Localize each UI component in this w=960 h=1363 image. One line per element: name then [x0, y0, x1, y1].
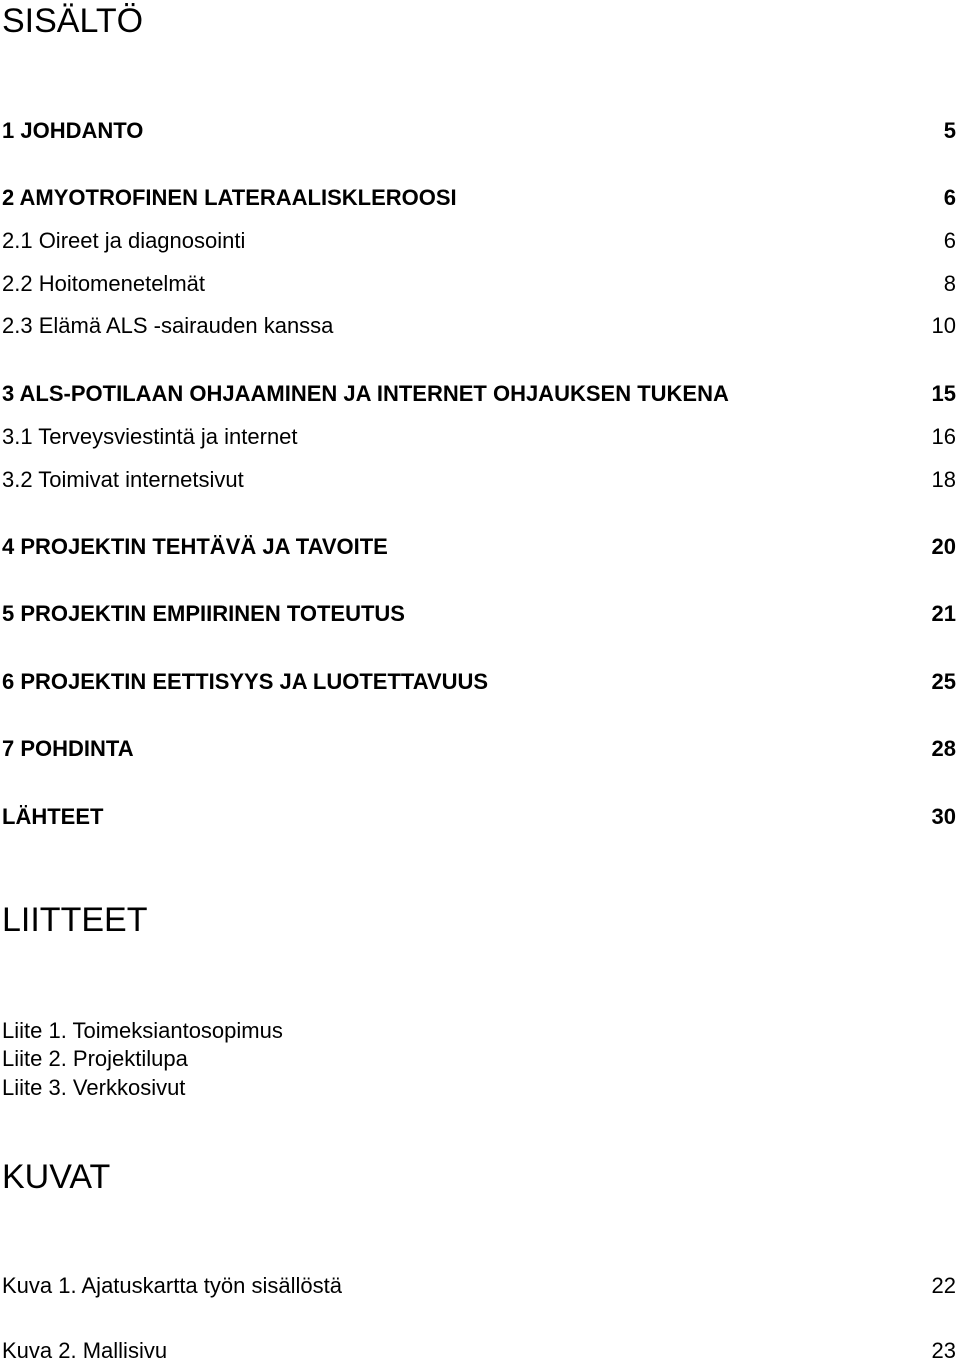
toc-entry-toteutus[interactable] [2, 603, 956, 625]
toc-entry-page: 18 [931, 467, 956, 492]
toc-entry-page: 15 [931, 381, 956, 406]
toc-entry-label: 2.3 Elämä ALS -sairauden kanssa [2, 313, 334, 338]
toc-entry-label: 5 PROJEKTIN EMPIIRINEN TOTEUTUS [2, 601, 405, 626]
toc-entry-lahteet[interactable] [2, 806, 956, 828]
toc-entry-ohjaaminen[interactable] [2, 383, 956, 405]
toc-entry-terveysviestinta[interactable] [2, 426, 956, 448]
figure-entry-1[interactable] [2, 1275, 956, 1297]
toc-title: SISÄLTÖ [2, 2, 144, 40]
toc-entry-page: 28 [931, 736, 956, 761]
figure-entry-label: Kuva 1. Ajatuskartta työn sisällöstä [2, 1273, 342, 1298]
toc-entry-johdanto[interactable] [2, 120, 956, 142]
appendix-item: Liite 1. Toimeksiantosopimus [2, 1018, 283, 1043]
appendices-title: LIITTEET [2, 901, 148, 939]
toc-entry-page: 16 [931, 424, 956, 449]
toc-entry-als[interactable] [2, 187, 956, 209]
toc-entry-label: 1 JOHDANTO [2, 118, 144, 143]
figures-title: KUVAT [2, 1158, 111, 1196]
toc-entry-page: 5 [943, 118, 956, 143]
toc-entry-internetsivut[interactable] [2, 469, 956, 491]
toc-entry-label: 2 AMYOTROFINEN LATERAALISKLEROOSI [2, 185, 457, 210]
figure-entry-page: 22 [931, 1273, 956, 1298]
toc-entry-page: 8 [943, 271, 956, 296]
toc-entry-page: 25 [931, 669, 956, 694]
toc-entry-label: 3.2 Toimivat internetsivut [2, 467, 244, 492]
toc-entry-oireet[interactable] [2, 230, 956, 252]
toc-entry-hoitomenetelmat[interactable] [2, 273, 956, 295]
toc-entry-page: 21 [931, 601, 956, 626]
toc-entry-label: 3.1 Terveysviestintä ja internet [2, 424, 298, 449]
toc-entry-label: 2.1 Oireet ja diagnosointi [2, 228, 246, 253]
toc-entry-label: 6 PROJEKTIN EETTISYYS JA LUOTETTAVUUS [2, 669, 489, 694]
toc-entry-elama[interactable] [2, 315, 956, 337]
toc-entry-page: 30 [931, 804, 956, 829]
toc-entry-page: 6 [943, 185, 956, 210]
figure-entry-2[interactable] [2, 1340, 956, 1362]
toc-entry-label: 3 ALS-POTILAAN OHJAAMINEN JA INTERNET OHJAUKSEN TUKENA [2, 381, 729, 406]
toc-entry-label: 4 PROJEKTIN TEHTÄVÄ JA TAVOITE [2, 534, 388, 559]
appendix-item: Liite 2. Projektilupa [2, 1046, 188, 1071]
toc-entry-label: 7 POHDINTA [2, 736, 134, 761]
toc-entry-page: 6 [943, 228, 956, 253]
toc-entry-page: 10 [931, 313, 956, 338]
appendix-item: Liite 3. Verkkosivut [2, 1075, 186, 1100]
toc-entry-label: 2.2 Hoitomenetelmät [2, 271, 205, 296]
figure-entry-label: Kuva 2. Mallisivu [2, 1338, 168, 1363]
figure-entry-page: 23 [931, 1338, 956, 1363]
toc-entry-pohdinta[interactable] [2, 738, 956, 760]
toc-entry-eettisyys[interactable] [2, 671, 956, 693]
toc-entry-page: 20 [931, 534, 956, 559]
toc-entry-label: LÄHTEET [2, 804, 104, 829]
toc-entry-tehtava[interactable] [2, 536, 956, 558]
